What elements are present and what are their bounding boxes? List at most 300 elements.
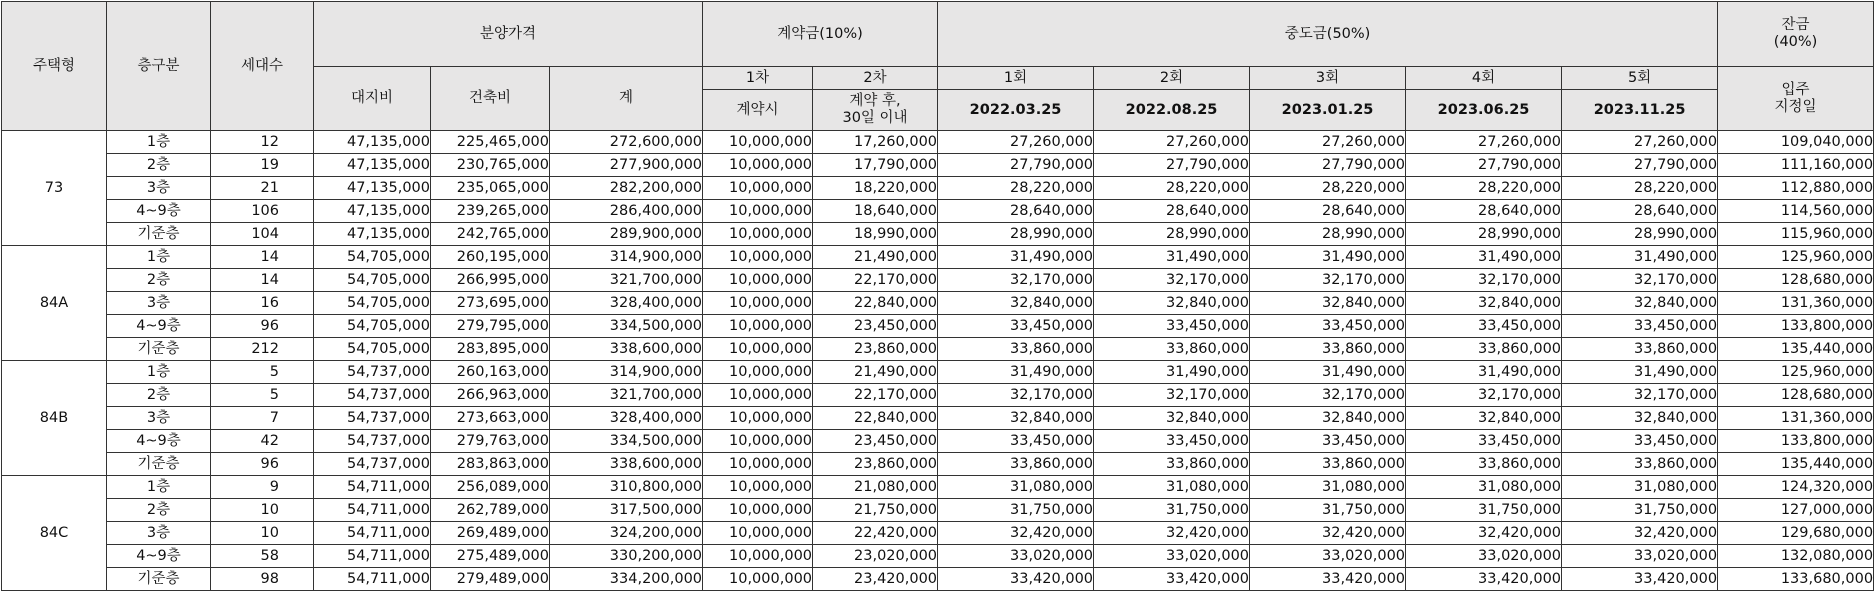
land-price-cell: 54,705,000 [314, 269, 431, 292]
middle-payment-2-cell: 33,450,000 [1094, 430, 1250, 453]
header-middle-round-4: 4회 [1406, 67, 1562, 90]
land-price-cell: 54,737,000 [314, 384, 431, 407]
land-price-cell: 54,711,000 [314, 568, 431, 591]
balance-cell: 128,680,000 [1718, 269, 1874, 292]
header-middle-date-3: 2023.01.25 [1250, 90, 1406, 131]
middle-payment-3-cell: 32,170,000 [1250, 384, 1406, 407]
middle-payment-2-cell: 31,080,000 [1094, 476, 1250, 499]
middle-payment-4-cell: 33,860,000 [1406, 453, 1562, 476]
table-row [2, 338, 1874, 361]
total-price-cell: 314,900,000 [550, 246, 703, 269]
header-land: 대지비 [314, 67, 431, 131]
table-row [2, 269, 1874, 292]
balance-cell: 135,440,000 [1718, 338, 1874, 361]
middle-payment-1-cell: 27,260,000 [938, 131, 1094, 154]
units-cell: 212 [211, 338, 314, 361]
deposit-2-cell: 22,170,000 [813, 269, 938, 292]
table-row [2, 384, 1874, 407]
header-floor: 층구분 [107, 2, 211, 131]
middle-payment-3-cell: 31,080,000 [1250, 476, 1406, 499]
middle-payment-4-cell: 32,840,000 [1406, 407, 1562, 430]
middle-payment-5-cell: 27,260,000 [1562, 131, 1718, 154]
floor-cell: 2층 [107, 499, 211, 522]
header-total: 계 [550, 67, 703, 131]
total-price-cell: 334,500,000 [550, 315, 703, 338]
floor-cell: 기준층 [107, 568, 211, 591]
middle-payment-1-cell: 27,790,000 [938, 154, 1094, 177]
units-cell: 98 [211, 568, 314, 591]
deposit-2-cell: 23,420,000 [813, 568, 938, 591]
deposit-1-cell: 10,000,000 [703, 545, 813, 568]
balance-cell: 131,360,000 [1718, 292, 1874, 315]
deposit-2-cell: 22,840,000 [813, 292, 938, 315]
deposit-1-cell: 10,000,000 [703, 269, 813, 292]
units-cell: 96 [211, 453, 314, 476]
middle-payment-4-cell: 31,080,000 [1406, 476, 1562, 499]
middle-payment-2-cell: 33,020,000 [1094, 545, 1250, 568]
middle-payment-3-cell: 31,490,000 [1250, 361, 1406, 384]
building-price-cell: 260,163,000 [431, 361, 550, 384]
balance-cell: 135,440,000 [1718, 453, 1874, 476]
floor-cell: 4~9층 [107, 200, 211, 223]
table-row [2, 361, 1874, 384]
units-cell: 9 [211, 476, 314, 499]
header-deposit-2: 2차 [813, 67, 938, 90]
building-price-cell: 283,895,000 [431, 338, 550, 361]
middle-payment-2-cell: 31,490,000 [1094, 246, 1250, 269]
deposit-1-cell: 10,000,000 [703, 200, 813, 223]
middle-payment-5-cell: 31,490,000 [1562, 246, 1718, 269]
units-cell: 14 [211, 246, 314, 269]
middle-payment-5-cell: 32,170,000 [1562, 269, 1718, 292]
middle-payment-2-cell: 28,990,000 [1094, 223, 1250, 246]
units-cell: 7 [211, 407, 314, 430]
middle-payment-5-cell: 33,450,000 [1562, 430, 1718, 453]
middle-payment-5-cell: 31,490,000 [1562, 361, 1718, 384]
deposit-1-cell: 10,000,000 [703, 177, 813, 200]
building-price-cell: 273,663,000 [431, 407, 550, 430]
middle-payment-2-cell: 33,450,000 [1094, 315, 1250, 338]
total-price-cell: 310,800,000 [550, 476, 703, 499]
middle-payment-1-cell: 33,450,000 [938, 430, 1094, 453]
land-price-cell: 54,705,000 [314, 292, 431, 315]
deposit-1-cell: 10,000,000 [703, 568, 813, 591]
middle-payment-4-cell: 33,450,000 [1406, 315, 1562, 338]
deposit-2-cell: 18,640,000 [813, 200, 938, 223]
units-cell: 5 [211, 384, 314, 407]
balance-cell: 114,560,000 [1718, 200, 1874, 223]
balance-cell: 131,360,000 [1718, 407, 1874, 430]
total-price-cell: 328,400,000 [550, 292, 703, 315]
balance-cell: 124,320,000 [1718, 476, 1874, 499]
land-price-cell: 54,737,000 [314, 453, 431, 476]
total-price-cell: 314,900,000 [550, 361, 703, 384]
middle-payment-2-cell: 33,860,000 [1094, 453, 1250, 476]
balance-cell: 127,000,000 [1718, 499, 1874, 522]
middle-payment-1-cell: 33,020,000 [938, 545, 1094, 568]
middle-payment-4-cell: 32,170,000 [1406, 269, 1562, 292]
middle-payment-3-cell: 31,490,000 [1250, 246, 1406, 269]
land-price-cell: 54,737,000 [314, 361, 431, 384]
deposit-2-cell: 21,080,000 [813, 476, 938, 499]
middle-payment-2-cell: 31,750,000 [1094, 499, 1250, 522]
table-header [2, 2, 1874, 131]
deposit-2-cell: 22,420,000 [813, 522, 938, 545]
land-price-cell: 54,737,000 [314, 430, 431, 453]
units-cell: 5 [211, 361, 314, 384]
floor-cell: 2층 [107, 384, 211, 407]
middle-payment-3-cell: 28,990,000 [1250, 223, 1406, 246]
building-price-cell: 230,765,000 [431, 154, 550, 177]
balance-cell: 129,680,000 [1718, 522, 1874, 545]
middle-payment-5-cell: 33,020,000 [1562, 545, 1718, 568]
deposit-1-cell: 10,000,000 [703, 407, 813, 430]
middle-payment-5-cell: 33,860,000 [1562, 338, 1718, 361]
units-cell: 21 [211, 177, 314, 200]
middle-payment-4-cell: 32,170,000 [1406, 384, 1562, 407]
building-price-cell: 279,795,000 [431, 315, 550, 338]
middle-payment-1-cell: 32,420,000 [938, 522, 1094, 545]
middle-payment-1-cell: 31,080,000 [938, 476, 1094, 499]
deposit-2-cell: 23,860,000 [813, 338, 938, 361]
middle-payment-4-cell: 33,860,000 [1406, 338, 1562, 361]
header-type: 주택형 [2, 2, 107, 131]
table-row [2, 430, 1874, 453]
units-cell: 12 [211, 131, 314, 154]
middle-payment-2-cell: 28,640,000 [1094, 200, 1250, 223]
building-price-cell: 269,489,000 [431, 522, 550, 545]
total-price-cell: 334,200,000 [550, 568, 703, 591]
middle-payment-5-cell: 33,420,000 [1562, 568, 1718, 591]
middle-payment-1-cell: 31,490,000 [938, 361, 1094, 384]
table-row [2, 568, 1874, 591]
units-cell: 104 [211, 223, 314, 246]
total-price-cell: 282,200,000 [550, 177, 703, 200]
floor-cell: 4~9층 [107, 430, 211, 453]
middle-payment-5-cell: 27,790,000 [1562, 154, 1718, 177]
floor-cell: 3층 [107, 292, 211, 315]
middle-payment-3-cell: 27,790,000 [1250, 154, 1406, 177]
floor-cell: 1층 [107, 246, 211, 269]
table-row [2, 407, 1874, 430]
building-price-cell: 279,763,000 [431, 430, 550, 453]
middle-payment-4-cell: 33,420,000 [1406, 568, 1562, 591]
floor-cell: 4~9층 [107, 315, 211, 338]
middle-payment-4-cell: 28,990,000 [1406, 223, 1562, 246]
land-price-cell: 54,711,000 [314, 545, 431, 568]
land-price-cell: 54,737,000 [314, 407, 431, 430]
middle-payment-5-cell: 32,840,000 [1562, 407, 1718, 430]
middle-payment-4-cell: 32,840,000 [1406, 292, 1562, 315]
housing-type-cell: 84A [2, 246, 107, 361]
middle-payment-5-cell: 31,750,000 [1562, 499, 1718, 522]
floor-cell: 2층 [107, 269, 211, 292]
total-price-cell: 289,900,000 [550, 223, 703, 246]
middle-payment-1-cell: 33,420,000 [938, 568, 1094, 591]
middle-payment-2-cell: 27,790,000 [1094, 154, 1250, 177]
middle-payment-4-cell: 31,490,000 [1406, 361, 1562, 384]
deposit-1-cell: 10,000,000 [703, 361, 813, 384]
deposit-2-cell: 17,260,000 [813, 131, 938, 154]
deposit-1-cell: 10,000,000 [703, 453, 813, 476]
table-row [2, 292, 1874, 315]
land-price-cell: 47,135,000 [314, 154, 431, 177]
deposit-2-cell: 22,170,000 [813, 384, 938, 407]
building-price-cell: 266,995,000 [431, 269, 550, 292]
deposit-1-cell: 10,000,000 [703, 384, 813, 407]
header-middle-date-5: 2023.11.25 [1562, 90, 1718, 131]
land-price-cell: 47,135,000 [314, 200, 431, 223]
total-price-cell: 272,600,000 [550, 131, 703, 154]
building-price-cell: 283,863,000 [431, 453, 550, 476]
middle-payment-2-cell: 31,490,000 [1094, 361, 1250, 384]
middle-payment-4-cell: 33,450,000 [1406, 430, 1562, 453]
building-price-cell: 262,789,000 [431, 499, 550, 522]
header-middle-round-2: 2회 [1094, 67, 1250, 90]
building-price-cell: 225,465,000 [431, 131, 550, 154]
deposit-2-cell: 21,750,000 [813, 499, 938, 522]
payment-schedule-table [1, 1, 1874, 591]
middle-payment-1-cell: 31,750,000 [938, 499, 1094, 522]
floor-cell: 기준층 [107, 453, 211, 476]
deposit-1-cell: 10,000,000 [703, 223, 813, 246]
middle-payment-3-cell: 27,260,000 [1250, 131, 1406, 154]
middle-payment-3-cell: 32,840,000 [1250, 292, 1406, 315]
middle-payment-5-cell: 32,170,000 [1562, 384, 1718, 407]
deposit-1-cell: 10,000,000 [703, 522, 813, 545]
total-price-cell: 277,900,000 [550, 154, 703, 177]
deposit-2-cell: 18,220,000 [813, 177, 938, 200]
table-row [2, 476, 1874, 499]
units-cell: 16 [211, 292, 314, 315]
header-middle-date-4: 2023.06.25 [1406, 90, 1562, 131]
header-middle-round-3: 3회 [1250, 67, 1406, 90]
total-price-cell: 324,200,000 [550, 522, 703, 545]
balance-cell: 128,680,000 [1718, 384, 1874, 407]
middle-payment-3-cell: 28,640,000 [1250, 200, 1406, 223]
total-price-cell: 321,700,000 [550, 269, 703, 292]
middle-payment-3-cell: 31,750,000 [1250, 499, 1406, 522]
total-price-cell: 321,700,000 [550, 384, 703, 407]
floor-cell: 3층 [107, 407, 211, 430]
middle-payment-4-cell: 32,420,000 [1406, 522, 1562, 545]
building-price-cell: 275,489,000 [431, 545, 550, 568]
deposit-2-cell: 23,020,000 [813, 545, 938, 568]
header-middle-round-1: 1회 [938, 67, 1094, 90]
middle-payment-2-cell: 27,260,000 [1094, 131, 1250, 154]
middle-payment-5-cell: 28,640,000 [1562, 200, 1718, 223]
table-row [2, 131, 1874, 154]
land-price-cell: 47,135,000 [314, 223, 431, 246]
header-middle-group: 중도금(50%) [938, 2, 1718, 67]
total-price-cell: 317,500,000 [550, 499, 703, 522]
middle-payment-3-cell: 32,840,000 [1250, 407, 1406, 430]
middle-payment-2-cell: 28,220,000 [1094, 177, 1250, 200]
building-price-cell: 256,089,000 [431, 476, 550, 499]
floor-cell: 4~9층 [107, 545, 211, 568]
deposit-1-cell: 10,000,000 [703, 430, 813, 453]
units-cell: 42 [211, 430, 314, 453]
middle-payment-2-cell: 32,840,000 [1094, 292, 1250, 315]
header-units: 세대수 [211, 2, 314, 131]
deposit-1-cell: 10,000,000 [703, 246, 813, 269]
building-price-cell: 242,765,000 [431, 223, 550, 246]
floor-cell: 1층 [107, 361, 211, 384]
table-row [2, 453, 1874, 476]
deposit-2-cell: 17,790,000 [813, 154, 938, 177]
header-balance-sub: 입주 지정일 [1718, 67, 1874, 131]
floor-cell: 2층 [107, 154, 211, 177]
land-price-cell: 54,705,000 [314, 246, 431, 269]
middle-payment-2-cell: 33,860,000 [1094, 338, 1250, 361]
total-price-cell: 334,500,000 [550, 430, 703, 453]
header-price-group: 분양가격 [314, 2, 703, 67]
land-price-cell: 54,711,000 [314, 499, 431, 522]
floor-cell: 1층 [107, 476, 211, 499]
balance-cell: 132,080,000 [1718, 545, 1874, 568]
middle-payment-1-cell: 31,490,000 [938, 246, 1094, 269]
deposit-2-cell: 22,840,000 [813, 407, 938, 430]
land-price-cell: 47,135,000 [314, 177, 431, 200]
middle-payment-2-cell: 32,170,000 [1094, 269, 1250, 292]
header-middle-round-5: 5회 [1562, 67, 1718, 90]
middle-payment-3-cell: 32,170,000 [1250, 269, 1406, 292]
building-price-cell: 260,195,000 [431, 246, 550, 269]
units-cell: 10 [211, 522, 314, 545]
header-deposit-group: 계약금(10%) [703, 2, 938, 67]
middle-payment-4-cell: 27,790,000 [1406, 154, 1562, 177]
header-middle-date-2: 2022.08.25 [1094, 90, 1250, 131]
deposit-1-cell: 10,000,000 [703, 131, 813, 154]
middle-payment-5-cell: 32,840,000 [1562, 292, 1718, 315]
middle-payment-3-cell: 33,860,000 [1250, 453, 1406, 476]
deposit-2-cell: 21,490,000 [813, 246, 938, 269]
middle-payment-1-cell: 28,220,000 [938, 177, 1094, 200]
units-cell: 19 [211, 154, 314, 177]
table-row [2, 223, 1874, 246]
land-price-cell: 54,705,000 [314, 315, 431, 338]
building-price-cell: 273,695,000 [431, 292, 550, 315]
middle-payment-2-cell: 32,420,000 [1094, 522, 1250, 545]
middle-payment-5-cell: 31,080,000 [1562, 476, 1718, 499]
units-cell: 58 [211, 545, 314, 568]
balance-cell: 109,040,000 [1718, 131, 1874, 154]
middle-payment-1-cell: 33,860,000 [938, 338, 1094, 361]
balance-cell: 112,880,000 [1718, 177, 1874, 200]
balance-cell: 133,800,000 [1718, 430, 1874, 453]
middle-payment-1-cell: 32,840,000 [938, 292, 1094, 315]
middle-payment-2-cell: 33,420,000 [1094, 568, 1250, 591]
floor-cell: 3층 [107, 522, 211, 545]
deposit-1-cell: 10,000,000 [703, 292, 813, 315]
middle-payment-3-cell: 33,450,000 [1250, 430, 1406, 453]
middle-payment-1-cell: 28,990,000 [938, 223, 1094, 246]
deposit-1-cell: 10,000,000 [703, 476, 813, 499]
middle-payment-4-cell: 31,750,000 [1406, 499, 1562, 522]
deposit-1-cell: 10,000,000 [703, 315, 813, 338]
total-price-cell: 328,400,000 [550, 407, 703, 430]
deposit-2-cell: 23,450,000 [813, 315, 938, 338]
total-price-cell: 338,600,000 [550, 453, 703, 476]
land-price-cell: 47,135,000 [314, 131, 431, 154]
deposit-2-cell: 23,860,000 [813, 453, 938, 476]
total-price-cell: 330,200,000 [550, 545, 703, 568]
floor-cell: 1층 [107, 131, 211, 154]
middle-payment-1-cell: 33,860,000 [938, 453, 1094, 476]
total-price-cell: 338,600,000 [550, 338, 703, 361]
deposit-1-cell: 10,000,000 [703, 154, 813, 177]
middle-payment-3-cell: 33,020,000 [1250, 545, 1406, 568]
units-cell: 14 [211, 269, 314, 292]
floor-cell: 기준층 [107, 223, 211, 246]
housing-type-cell: 73 [2, 131, 107, 246]
floor-cell: 3층 [107, 177, 211, 200]
middle-payment-3-cell: 33,450,000 [1250, 315, 1406, 338]
deposit-2-cell: 23,450,000 [813, 430, 938, 453]
building-price-cell: 279,489,000 [431, 568, 550, 591]
table-row [2, 177, 1874, 200]
table-body [2, 131, 1874, 591]
table-row [2, 154, 1874, 177]
housing-type-cell: 84B [2, 361, 107, 476]
middle-payment-4-cell: 27,260,000 [1406, 131, 1562, 154]
middle-payment-4-cell: 28,220,000 [1406, 177, 1562, 200]
land-price-cell: 54,711,000 [314, 522, 431, 545]
building-price-cell: 235,065,000 [431, 177, 550, 200]
middle-payment-3-cell: 28,220,000 [1250, 177, 1406, 200]
deposit-1-cell: 10,000,000 [703, 338, 813, 361]
balance-cell: 125,960,000 [1718, 361, 1874, 384]
middle-payment-4-cell: 31,490,000 [1406, 246, 1562, 269]
land-price-cell: 54,711,000 [314, 476, 431, 499]
housing-type-cell: 84C [2, 476, 107, 591]
table-row [2, 545, 1874, 568]
header-building: 건축비 [431, 67, 550, 131]
units-cell: 10 [211, 499, 314, 522]
middle-payment-1-cell: 33,450,000 [938, 315, 1094, 338]
middle-payment-1-cell: 32,170,000 [938, 269, 1094, 292]
middle-payment-2-cell: 32,840,000 [1094, 407, 1250, 430]
balance-cell: 111,160,000 [1718, 154, 1874, 177]
middle-payment-3-cell: 32,420,000 [1250, 522, 1406, 545]
deposit-1-cell: 10,000,000 [703, 499, 813, 522]
deposit-2-cell: 18,990,000 [813, 223, 938, 246]
header-deposit-1: 1차 [703, 67, 813, 90]
balance-cell: 125,960,000 [1718, 246, 1874, 269]
middle-payment-3-cell: 33,420,000 [1250, 568, 1406, 591]
middle-payment-5-cell: 28,220,000 [1562, 177, 1718, 200]
table-row [2, 246, 1874, 269]
middle-payment-4-cell: 33,020,000 [1406, 545, 1562, 568]
middle-payment-1-cell: 28,640,000 [938, 200, 1094, 223]
table-row [2, 315, 1874, 338]
middle-payment-2-cell: 32,170,000 [1094, 384, 1250, 407]
middle-payment-3-cell: 33,860,000 [1250, 338, 1406, 361]
building-price-cell: 239,265,000 [431, 200, 550, 223]
header-balance-group: 잔금 (40%) [1718, 2, 1874, 67]
table-row [2, 522, 1874, 545]
table-row [2, 499, 1874, 522]
header-deposit-2-sub: 계약 후, 30일 이내 [813, 90, 938, 131]
total-price-cell: 286,400,000 [550, 200, 703, 223]
middle-payment-5-cell: 28,990,000 [1562, 223, 1718, 246]
middle-payment-1-cell: 32,170,000 [938, 384, 1094, 407]
header-middle-date-1: 2022.03.25 [938, 90, 1094, 131]
header-deposit-1-sub: 계약시 [703, 90, 813, 131]
building-price-cell: 266,963,000 [431, 384, 550, 407]
table-row [2, 200, 1874, 223]
balance-cell: 133,680,000 [1718, 568, 1874, 591]
